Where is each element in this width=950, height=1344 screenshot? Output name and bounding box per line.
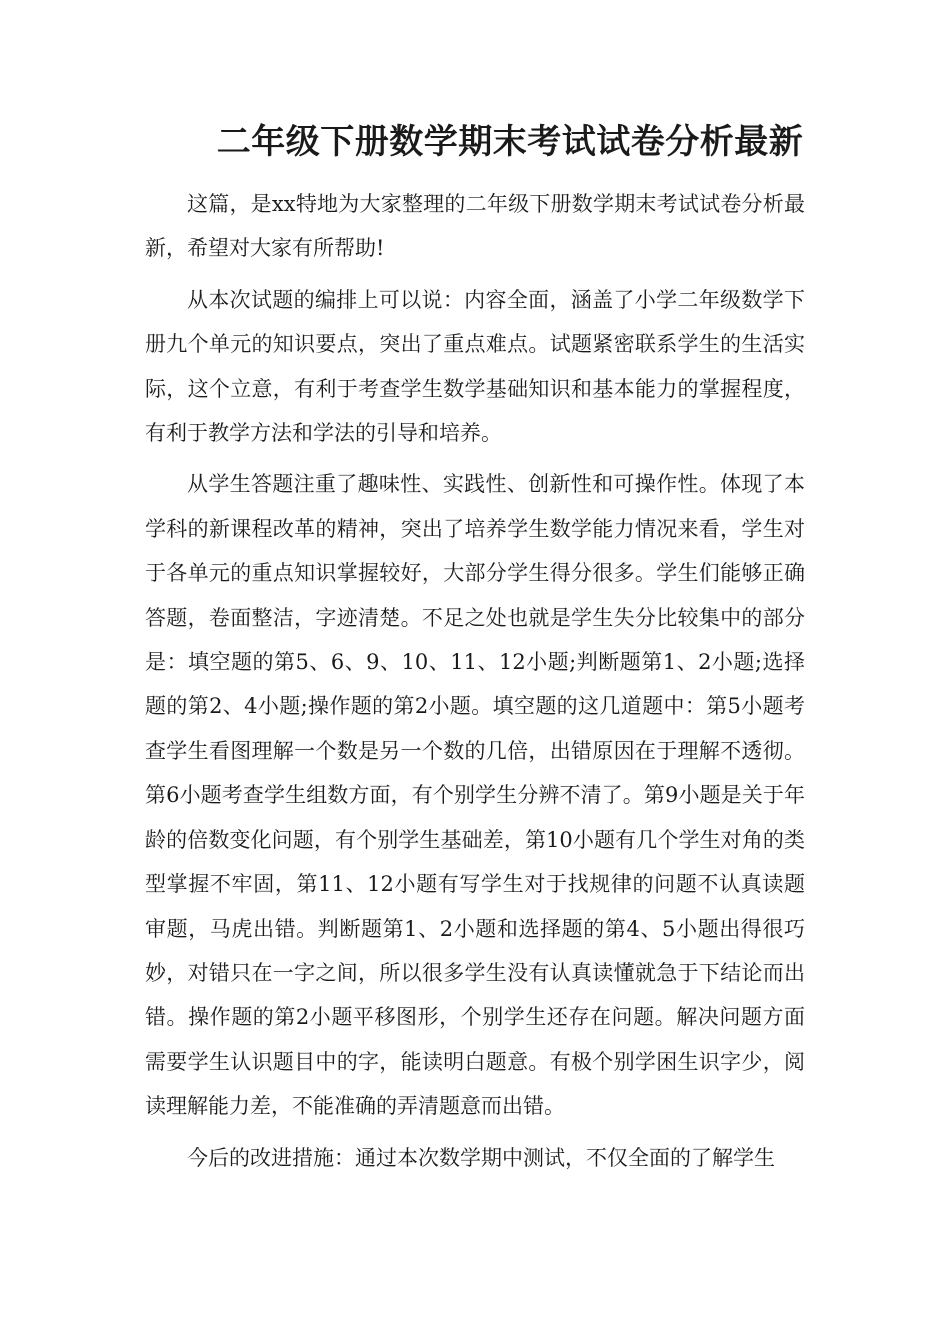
paragraph-improvement-measures: 今后的改进措施：通过本次数学期中测试，不仅全面的了解学生 [187,1145,775,1170]
document-title: 二年级下册数学期末考试试卷分析最新 [216,122,804,162]
paragraph-intro: 这篇，是xx特地为大家整理的二年级下册数学期末考试试卷分析最新，希望对大家有所帮助! [145,192,805,261]
document-body [145,182,805,1180]
paragraph-exam-design: 从本次试题的编排上可以说：内容全面，涵盖了小学二年级数学下册九个单元的知识要点，突出了重点难点。试题紧密联系学生的生活实际，这个立意，有利于考查学生数学基础知识和基本能力的掌握程度，有利于教学方法和学法的引导和培养。 [145,287,805,446]
paragraph-student-performance: 从学生答题注重了趣味性、实践性、创新性和可操作性。体现了本学科的新课程改革的精神，突出了培养学生数学能力情况来看，学生对于各单元的重点知识掌握较好，大部分学生得分很多。学生们能够正确答题，卷面整洁，字迹清楚。不足之处也就是学生失分比较集中的部分是：填空题的第5、6、9、10、11、12小题;判断题第1、2小题;选择题的第2、4小题;操作题的第2小题。填空题的这几道题中：第5小题考查学生看图理解一个数是另一个数的几倍，出错原因在于理解不透彻。第6小题考查学生组数方面，有个别学生分辨不清了。第9小题是关于年龄的倍数变化问题，有个别学生基础差，第10小题有几个学生对角的类型掌握不牢固，第11、12小题有写学生对于找规律的问题不认真读题审题，马虎出错。判断题第1、2小题和选择题的第4、5小题出得很巧妙，对错只在一字之间，所以很多学生没有认真读懂就急于下结论而出错。操作题的第2小题平移图形，个别学生还存在问题。解决问题方面需要学生认识题目中的字，能读明白题意。有极个别学困生识字少，阅读理解能力差，不能准确的弄清题意而出错。 [145,472,805,1119]
